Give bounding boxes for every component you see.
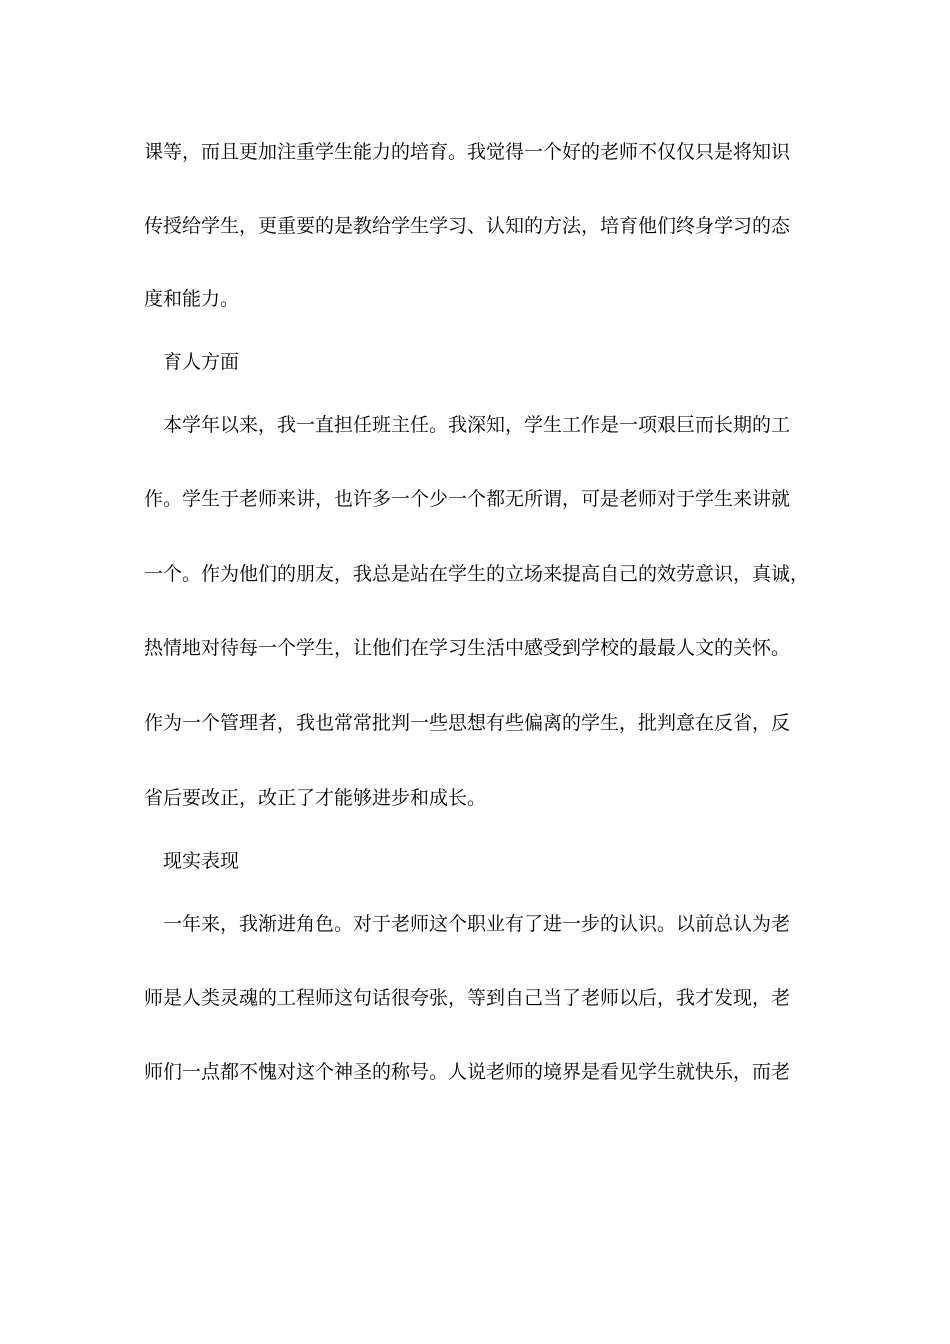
body-text-line: 师是人类灵魂的工程师这句话很夸张，等到自己当了老师以后，我才发现，老 [144,987,791,1009]
body-text-line: 作。学生于老师来讲，也许多一个少一个都无所谓，可是老师对于学生来讲就 [144,488,791,510]
body-text-line: 课等，而且更加注重学生能力的培育。我觉得一个好的老师不仅仅只是将知识 [144,141,791,163]
body-text-line: 热情地对待每一个学生，让他们在学习生活中感受到学校的最最人文的关怀。 [144,637,791,659]
section-heading-education: 育人方面 [163,351,240,373]
body-text-line: 传授给学生，更重要的是教给学生学习、认知的方法，培育他们终身学习的态 [144,215,791,237]
body-text-line: 一个。作为他们的朋友，我总是站在学生的立场来提高自己的效劳意识，真诚， [144,563,810,585]
section-heading-performance: 现实表现 [163,850,240,872]
paragraph-first-line: 一年来，我渐进角色。对于老师这个职业有了进一步的认识。以前总认为老 [163,913,791,935]
body-text-line: 度和能力。 [144,288,240,310]
body-text-line: 作为一个管理者，我也常常批判一些思想有些偏离的学生，批判意在反省，反 [144,712,791,734]
body-text-line: 省后要改正，改正了才能够进步和成长。 [144,787,487,809]
body-text-line: 师们一点都不愧对这个神圣的称号。人说老师的境界是看见学生就快乐，而老 [144,1061,791,1083]
paragraph-first-line: 本学年以来，我一直担任班主任。我深知，学生工作是一项艰巨而长期的工 [163,414,791,436]
